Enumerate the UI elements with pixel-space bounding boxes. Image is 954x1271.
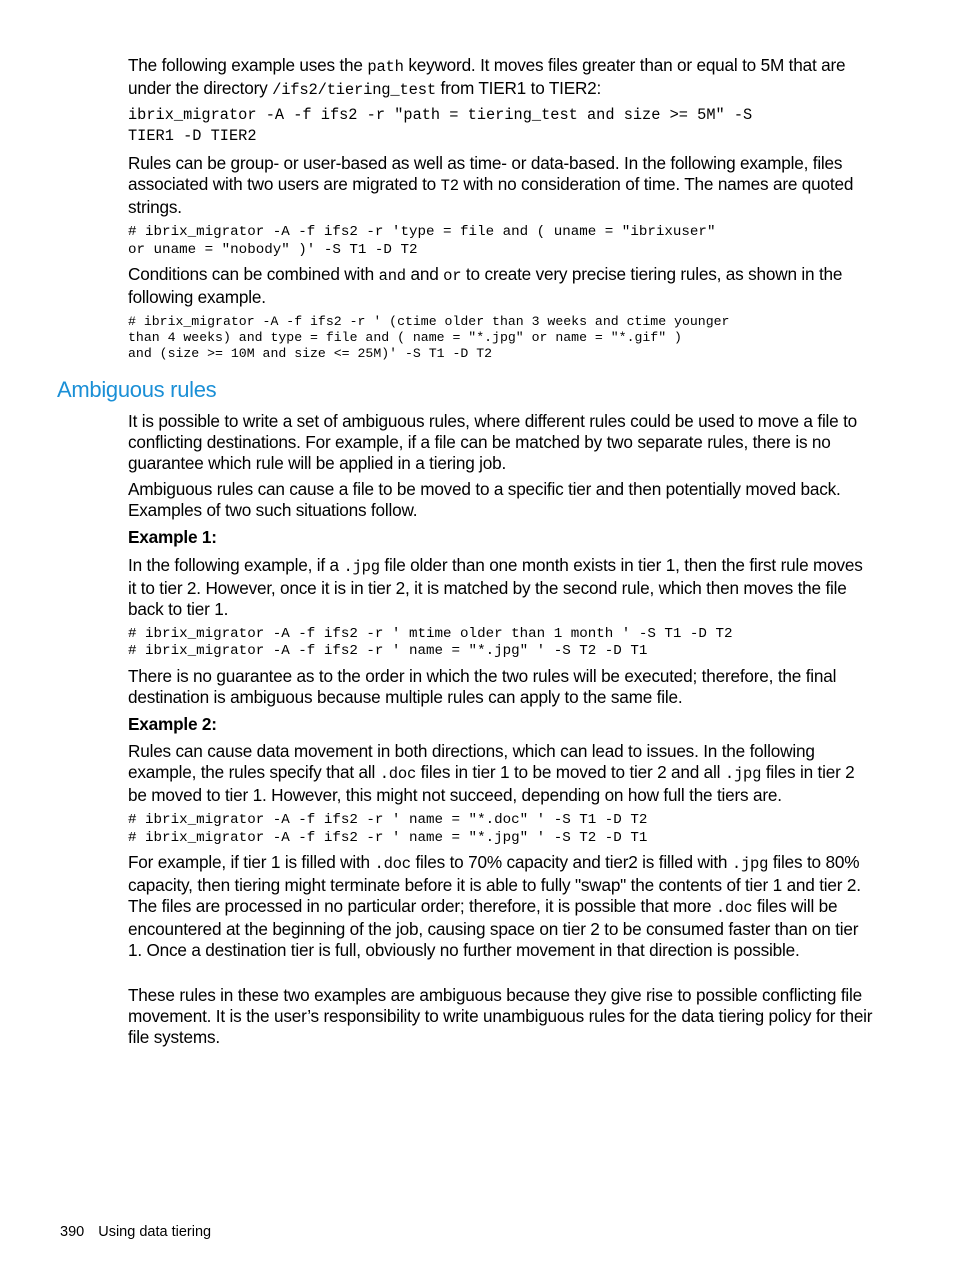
intro-paragraph-conditions: [128, 264, 873, 308]
code-line: # ibrix_migrator -A -f ifs2 -r ' name = "*.jpg" ' -S T2 -D T1: [128, 830, 648, 846]
inline-code: path: [367, 58, 404, 76]
example-2-capacity-paragraph: [128, 852, 873, 961]
code-line: than 4 weeks) and type = file and ( name = "*.jpg" or name = "*.gif" ): [128, 330, 682, 345]
text-run: The following example uses the: [128, 55, 368, 75]
page-footer: [60, 1223, 221, 1241]
text-run: Conditions can be combined with: [128, 264, 379, 284]
code-line: and (size >= 10M and size <= 25M)' -S T1 -D T2: [128, 346, 493, 361]
text-run: In the following example, if a: [128, 555, 344, 575]
section-paragraph-moved-back: Ambiguous rules can cause a file to be moved to a specific tier and then potentially moved back. Examples of two such situations follow.: [128, 479, 841, 520]
page-number: 390: [60, 1224, 85, 1240]
inline-code: .doc: [379, 765, 417, 783]
inline-code: T2: [440, 177, 459, 195]
inline-code: .jpg: [343, 558, 380, 576]
example-2-paragraph: [128, 741, 873, 806]
code-line: # ibrix_migrator -A -f ifs2 -r 'type = file and ( uname = "ibrixuser": [128, 224, 716, 240]
section-paragraph-intro: It is possible to write a set of ambiguous rules, where different rules could be used to move a file to conflicting destinations. For example, if a file can be matched by two separate rules, there is no guarantee which rule will be applied in a tiering job.: [128, 411, 858, 473]
text-run: Rules can cause data movement in both directions, which can lead to issues. In the following example, the rules specify that all: [128, 741, 815, 782]
code-line: # ibrix_migrator -A -f ifs2 -r ' name = "*.jpg" ' -S T2 -D T1: [128, 643, 648, 659]
text-run: files in tier 1 to be moved to tier 2 and all: [416, 762, 725, 782]
example-2-label: Example 2:: [128, 714, 217, 734]
inline-code: .jpg: [731, 855, 769, 873]
text-run: to create very precise tiering rules, as shown in the following example.: [128, 264, 843, 307]
text-run: with no consideration of time. The names are quoted strings.: [128, 174, 854, 217]
text-run: file older than one month exists in tier 1, then the first rule moves it to tier 2. However, once it is in tier 2, it is matched by the second rule, which then moves the file back to tier 1.: [128, 555, 863, 619]
inline-code: or: [443, 267, 462, 285]
text-run: files to 70% capacity and tier2 is filled with: [410, 852, 732, 872]
example-1-paragraph: [128, 555, 873, 620]
code-line: ibrix_migrator -A -f ifs2 -r "path = tiering_test and size >= 5M" -S: [128, 106, 753, 124]
example-2-conclusion: These rules in these two examples are ambiguous because they give rise to possible conflicting file movement. It is the user’s responsibility to write unambiguous rules for the data tiering policy for their file systems.: [128, 985, 873, 1047]
inline-code: .doc: [374, 855, 411, 873]
footer-section-title: Using data tiering: [98, 1224, 212, 1240]
code-line: TIER1 -D TIER2: [128, 127, 257, 145]
inline-code: .jpg: [724, 765, 762, 783]
example-1-conclusion: There is no guarantee as to the order in which the two rules will be executed; therefore, the final destination is ambiguous because multiple rules can apply to the same file.: [128, 666, 837, 707]
inline-code: .doc: [715, 899, 753, 917]
code-line: # ibrix_migrator -A -f ifs2 -r ' mtime older than 1 month ' -S T1 -D T2: [128, 626, 733, 642]
section-heading: Ambiguous rules: [57, 377, 217, 402]
inline-code: /ifs2/tiering_test: [272, 81, 436, 99]
intro-paragraph-user-based: [128, 153, 873, 218]
text-run: For example, if tier 1 is filled with: [128, 852, 375, 872]
code-line: or uname = "nobody" )' -S T1 -D T2: [128, 242, 418, 258]
inline-code: and: [378, 267, 406, 285]
code-line: # ibrix_migrator -A -f ifs2 -r ' (ctime older than 3 weeks and ctime younger: [128, 314, 730, 329]
code-line: # ibrix_migrator -A -f ifs2 -r ' name = "*.doc" ' -S T1 -D T2: [128, 812, 648, 828]
text-run: from TIER1 to TIER2:: [435, 78, 602, 98]
text-run: files to 80% capacity, then tiering might terminate before it is able to fully "swap" the contents of tier 1 and tier 2. The files are processed in no particular order; therefore, it is possible that more: [128, 852, 861, 916]
text-run: and: [405, 264, 444, 284]
text-run: Rules can be group- or user-based as well as time- or data-based. In the following example, files associated with two users are migrated to: [128, 153, 843, 194]
text-run: files in tier 2 be moved to tier 1. However, this might not succeed, depending on how full the tiers are.: [128, 762, 855, 805]
text-run: keyword. It moves files greater than or equal to 5M that are under the directory: [128, 55, 846, 98]
example-1-label: Example 1:: [128, 527, 217, 547]
text-run: files will be encountered at the beginning of the job, causing space on tier 2 to be consumed faster than on tier 1. Once a destination tier is full, obviously no further movement in that direction is possible.: [128, 896, 859, 960]
intro-paragraph-path-keyword: [128, 55, 873, 101]
